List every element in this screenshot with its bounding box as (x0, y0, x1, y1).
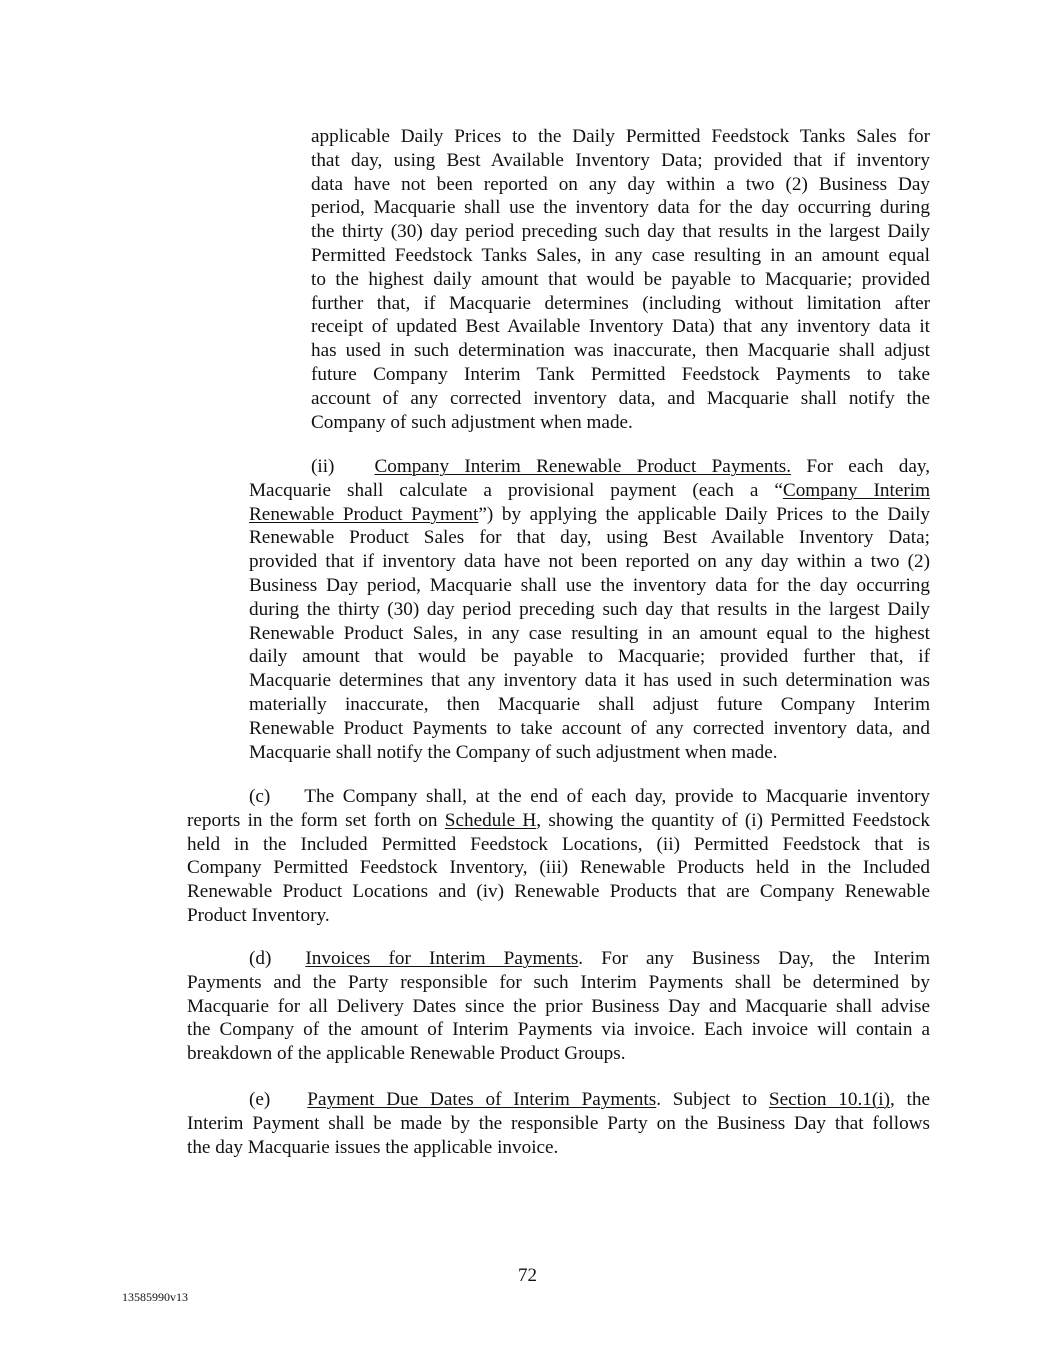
paragraph-first-line (187, 947, 930, 971)
text-line (249, 526, 930, 550)
text-line (187, 833, 930, 857)
first-line-end: , the (889, 1089, 930, 1110)
text-line (187, 1136, 930, 1160)
first-line-rest: . For any Business Day, the Interim (578, 948, 931, 969)
first-line-rest: For each day, (806, 456, 930, 477)
text-line (249, 550, 930, 574)
text-line (187, 1018, 930, 1042)
subsection-marker: (c) (249, 786, 271, 807)
text-line (187, 1042, 930, 1066)
text-line (311, 339, 930, 363)
text-segment: Product Inventory. (187, 904, 330, 926)
text-segment: reports in the form set forth on (187, 809, 445, 831)
paragraph-c (187, 785, 930, 928)
defined-term-link[interactable]: Schedule H (444, 809, 537, 831)
text-segment: Permitted Feedstock Tanks Sales, in any case resulting in an amount equal (311, 244, 930, 266)
text-segment: the day Macquarie issues the applicable invoice. (187, 1136, 559, 1158)
section-heading: Invoices for Interim Payments (305, 948, 579, 969)
text-segment: breakdown of the applicable Renewable Product Groups. (187, 1043, 626, 1065)
text-segment: future Company Interim Tank Permitted Feedstock Payments to take (311, 363, 930, 385)
subsection-marker: (d) (249, 948, 272, 969)
text-segment: Company Permitted Feedstock Inventory, (iii) Renewable Products held in the Included (187, 857, 930, 879)
text-line (187, 971, 930, 995)
document-id: 13585990v13 (122, 1290, 188, 1304)
text-segment: to the highest daily amount that would be payable to Macquarie; provided (311, 268, 930, 290)
text-segment: daily amount that would be payable to Macquarie; provided further that, if (249, 646, 930, 668)
text-line (187, 1112, 930, 1136)
text-segment: during the thirty (30) day period preceding such day that results in the largest Daily (249, 598, 930, 620)
text-line (311, 315, 930, 339)
text-line (311, 292, 930, 316)
subsection-marker: (ii) (311, 456, 335, 477)
text-line (311, 268, 930, 292)
text-segment: Macquarie for all Delivery Dates since the prior Business Day and Macquarie shall advise (187, 995, 930, 1017)
text-line (311, 149, 930, 173)
first-line-rest: The Company shall, at the end of each day, provide to Macquarie inventory (304, 786, 930, 807)
text-line (311, 125, 930, 149)
paragraph-first-line (187, 785, 930, 809)
paragraph-first-line (249, 455, 930, 479)
text-line (249, 693, 930, 717)
text-segment: has used in such determination was inaccurate, then Macquarie shall adjust (311, 340, 930, 362)
text-segment: data have not been reported on any day within a two (2) Business Day (311, 173, 930, 195)
text-segment: the Company of the amount of Interim Payments via invoice. Each invoice will contain a (187, 1019, 930, 1041)
text-segment: Business Day period, Macquarie shall use the inventory data for the day occurring (249, 574, 930, 596)
paragraph-d (187, 947, 930, 1066)
section-heading: Company Interim Renewable Product Payments. (374, 456, 792, 477)
text-segment: , showing the quantity of (i) Permitted Feedstock (536, 809, 930, 831)
text-segment: held in the Included Permitted Feedstock Locations, (ii) Permitted Feedstock that is (187, 833, 930, 855)
text-line (311, 173, 930, 197)
text-segment: Renewable Product Locations and (iv) Renewable Products that are Company Renewable (187, 881, 930, 903)
text-line (249, 574, 930, 598)
text-segment: further that, if Macquarie determines (including without limitation after (311, 292, 930, 314)
text-segment: Company of such adjustment when made. (311, 411, 633, 433)
text-segment: Macquarie shall notify the Company of such adjustment when made. (249, 741, 778, 763)
text-segment: period, Macquarie shall use the inventory data for the day occurring during (311, 197, 930, 219)
text-segment: ”) by applying the applicable Daily Prices to the Daily (478, 503, 930, 525)
text-line (187, 995, 930, 1019)
text-line (311, 411, 930, 435)
text-line (249, 479, 930, 503)
text-segment: provided that if inventory data have not been reported on any day within a two (2) (249, 551, 930, 573)
text-segment: Macquarie shall calculate a provisional payment (each a “ (249, 479, 783, 501)
text-segment: Macquarie determines that any inventory data it has used in such determination was (249, 670, 930, 692)
text-line (311, 387, 930, 411)
text-line (249, 598, 930, 622)
text-line (249, 503, 930, 527)
text-line (311, 220, 930, 244)
text-line (249, 669, 930, 693)
text-line (187, 880, 930, 904)
text-line (249, 717, 930, 741)
text-segment: Renewable Product Sales for that day, using Best Available Inventory Data; (249, 527, 930, 549)
text-segment: Interim Payment shall be made by the responsible Party on the Business Day that follows (187, 1112, 930, 1134)
text-line (311, 244, 930, 268)
text-line (311, 363, 930, 387)
text-line (187, 856, 930, 880)
section-heading: Payment Due Dates of Interim Payments (307, 1089, 657, 1110)
text-segment: Renewable Product Payments to take account of any corrected inventory data, and (249, 717, 930, 739)
text-line (249, 622, 930, 646)
text-line (187, 904, 930, 928)
defined-term-link[interactable]: Company Interim (782, 479, 930, 501)
subsection-marker: (e) (249, 1089, 271, 1110)
text-line (311, 196, 930, 220)
paragraph-e (187, 1088, 930, 1159)
text-segment: Renewable Product Sales, in any case resulting in an amount equal to the highest (249, 622, 930, 644)
first-line-mid: . Subject to (656, 1089, 769, 1110)
paragraph-b-ii (249, 455, 930, 764)
section-reference-link[interactable]: Section 10.1(i) (768, 1089, 890, 1110)
text-segment: the thirty (30) day period preceding such day that results in the largest Daily (311, 221, 930, 243)
text-line (249, 741, 930, 765)
text-segment: materially inaccurate, then Macquarie shall adjust future Company Interim (249, 693, 930, 715)
text-line (249, 645, 930, 669)
text-segment: that day, using Best Available Inventory Data; provided that if inventory (311, 149, 930, 171)
text-segment: Payments and the Party responsible for such Interim Payments shall be determined by (187, 971, 930, 993)
text-line (187, 809, 930, 833)
text-segment: receipt of updated Best Available Inventory Data) that any inventory data it (311, 316, 930, 338)
paragraph-first-line (187, 1088, 930, 1112)
paragraph-b-i-continuation (311, 125, 930, 434)
page-number: 72 (518, 1265, 537, 1286)
defined-term-link[interactable]: Renewable Product Payment (249, 503, 479, 525)
text-segment: account of any corrected inventory data, and Macquarie shall notify the (311, 387, 930, 409)
text-segment: applicable Daily Prices to the Daily Permitted Feedstock Tanks Sales for (311, 126, 930, 147)
